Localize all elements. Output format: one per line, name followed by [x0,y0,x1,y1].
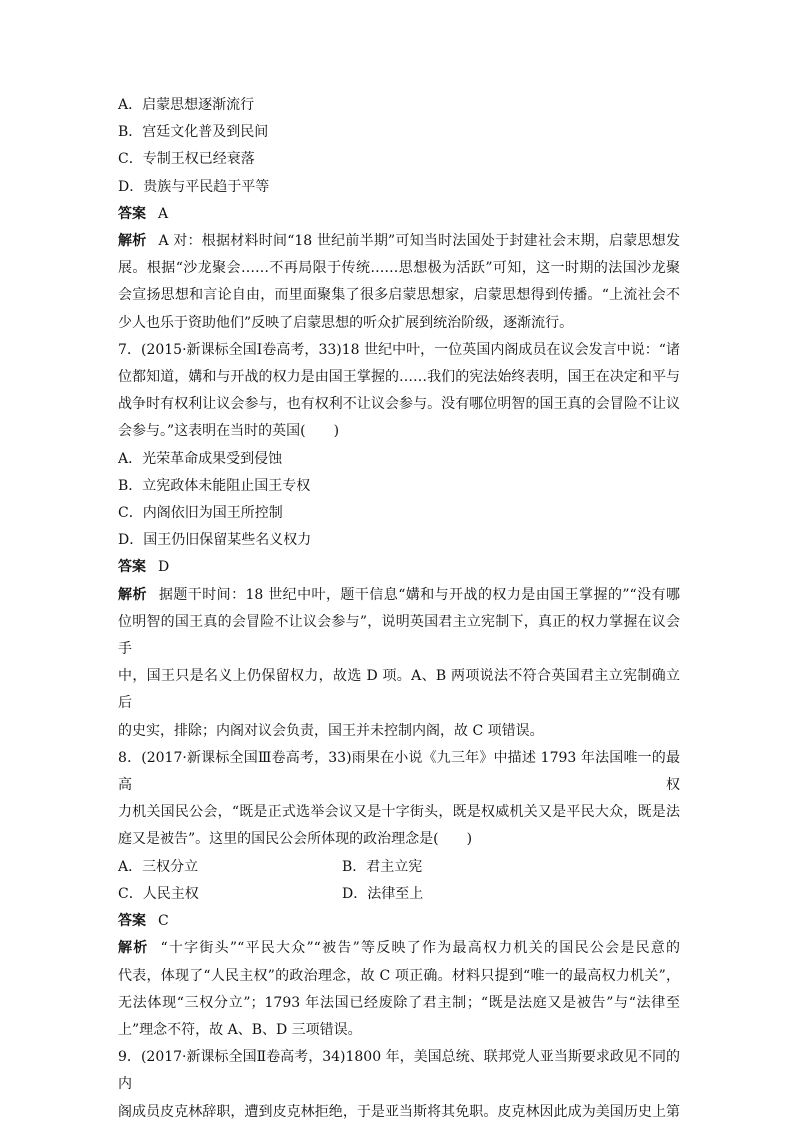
question-8-stem: 力机关国民公会，“既是正式选举会议又是十字街头，既是权威机关又是平民大众，既是法 [118,804,680,821]
analysis-label: 解析 [118,940,149,957]
analysis-line: 中，国王只是名义上仍保留权力，故选 D 项。A、B 两项说法不符合英国君主立宪制确立后 [118,668,680,712]
option-d: D．法律至上 [342,885,424,902]
analysis-label: 解析 [118,586,147,603]
answer-line [118,201,680,228]
question-7-stem: 会参与。”这表明在当时的英国( ) [118,423,340,440]
answer-label: 答案 [118,205,146,222]
option-b: B．君主立宪 [342,858,423,875]
option-a: A．三权分立 [118,858,199,875]
analysis-line: 位明智的国王真的会冒险不让议会参与”，说明英国君主立宪制下，真正的权力掌握在议会手 [118,613,680,658]
analysis-line [118,228,680,255]
option-b: B．宫廷文化普及到民间 [118,124,269,141]
answer-value: D [158,559,170,576]
question-7-stem: 7．(2015·新课标全国Ⅰ卷高考，33)18 世纪中叶，一位英国内阁成员在议会发言中说：“诸 [118,341,680,358]
option-c: C．人民主权 [118,885,199,902]
answer-value: A [158,205,169,222]
answer-line [118,554,680,581]
option-row [118,854,680,881]
analysis-line [118,935,680,962]
analysis-text: “十字街头”“平民大众”“被告”等反映了作为最高权力机关的国民公会是民意的 [160,940,681,957]
analysis-line: 展。根据“沙龙聚会……不再局限于传统……思想极为活跃”可知，这一时期的法国沙龙聚 [118,260,680,277]
option-row [118,881,680,908]
question-7-stem: 位都知道，媾和与开战的权力是由国王掌握的……我们的宪法始终表明，国王在决定和平与 [118,369,680,386]
answer-label: 答案 [118,559,146,576]
question-9-stem: 9．(2017·新课标全国Ⅱ卷高考，34)1800 年，美国总统、联邦党人亚当斯要求政见不同的内 [118,1049,680,1093]
analysis-line: 的史实，排除；内阁对议会负责，国王并未控制内阁，故 C 项错误。 [118,722,544,739]
question-8-stem: 庭又是被告”。这里的国民公会所体现的政治理念是( ) [118,831,473,848]
option-d: D．贵族与平民趋于平等 [118,178,270,195]
answer-value: C [158,913,169,930]
option-c: C．专制王权已经衰落 [118,151,255,168]
question-7-stem: 战争时有权利让议会参与，也有权利不让议会参与。没有哪位明智的国王真的会冒险不让议 [118,396,680,413]
analysis-text: A 对：根据材料时间“18 世纪前半期”可知当时法国处于封建社会末期，启蒙思想发 [158,233,681,250]
option-a: A．光荣革命成果受到侵蚀 [118,450,283,467]
answer-label: 答案 [118,913,146,930]
question-9-stem: 阁成员皮克林辞职，遭到皮克林拒绝，于是亚当斯将其免职。皮克林因此成为美国历史上第 [118,1103,680,1120]
analysis-text: 据题干时间：18 世纪中叶，题干信息“媾和与开战的权力是由国王掌握的”“没有哪 [158,586,681,603]
option-b: B．立宪政体未能阻止国王专权 [118,477,311,494]
analysis-label: 解析 [118,233,147,250]
answer-line [118,908,680,935]
option-c: C．内阁依旧为国王所控制 [118,505,283,522]
analysis-line: 无法体现“三权分立”；1793 年法国已经废除了君主制；“既是法庭又是被告”与“法律至 [118,994,680,1011]
option-d: D．国王仍旧保留某些名义权力 [118,532,312,549]
analysis-line: 代表，体现了“人民主权”的政治理念，故 C 项正确。材料只提到“唯一的最高权力机关”， [118,967,680,984]
page-content [118,92,680,1126]
analysis-line: 少人也乐于资助他们”反映了启蒙思想的听众扩展到统治阶级，逐渐流行。 [118,314,574,331]
question-8-stem: 8．(2017·新课标全国Ⅲ卷高考，33)雨果在小说《九三年》中描述 1793 年法国唯一的最高权 [118,749,680,794]
analysis-line: 上”理念不符，故 A、B、D 三项错误。 [118,1021,362,1038]
analysis-line [118,582,680,609]
option-a: A．启蒙思想逐渐流行 [118,97,255,113]
analysis-line: 会宣扬思想和言论自由，而里面聚集了很多启蒙思想家，启蒙思想得到传播。“上流社会不 [118,287,680,304]
